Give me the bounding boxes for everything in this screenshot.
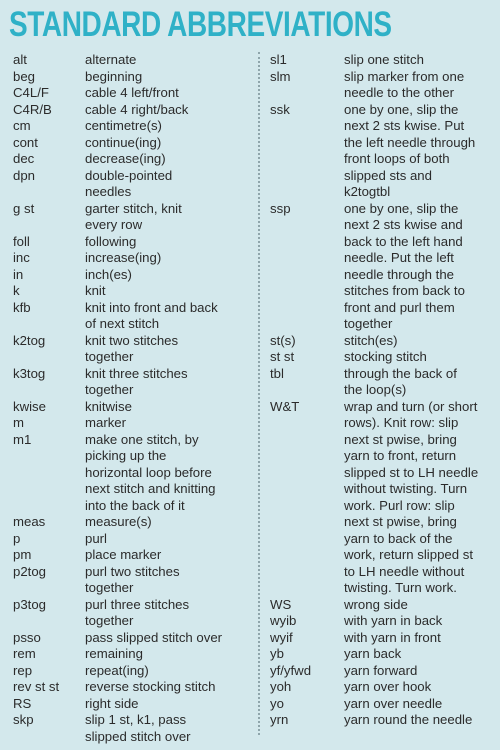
abbreviation-term: dec (13, 151, 35, 166)
abbreviation-definition (344, 630, 496, 647)
abbreviation-term: rev st st (13, 679, 60, 694)
definition-line: slip one stitch (344, 52, 424, 67)
abbreviation-entry (13, 663, 250, 680)
abbreviation-term: k3tog (13, 365, 46, 381)
abbreviation-definition (85, 663, 250, 680)
abbreviation-entry (270, 102, 496, 201)
definition-line: without twisting. Turn (344, 481, 468, 496)
abbreviation-term: rep (13, 662, 33, 678)
definition-line: needle to the other (344, 85, 454, 100)
abbreviation-term: st(s) (270, 332, 296, 348)
abbreviation-entry (13, 646, 250, 663)
abbreviation-entry (270, 646, 496, 663)
abbreviation-entry (270, 613, 496, 630)
definition-line: slipped st to LH needle (344, 464, 479, 480)
abbreviation-term: sl1 (270, 52, 287, 67)
abbreviation-term: C4L/F (13, 85, 49, 100)
definition-line: next st pwise, bring (344, 431, 457, 447)
abbreviation-definition (344, 399, 496, 597)
definition-line: purl three stitches (85, 596, 190, 612)
abbreviation-term: p (13, 530, 21, 546)
definition-line: wrong side (344, 596, 408, 612)
abbreviation-entry (13, 151, 250, 168)
abbreviation-definition (85, 432, 250, 515)
abbreviation-term: beg (13, 68, 36, 84)
abbreviation-term: p3tog (13, 596, 47, 612)
definition-line: right side (85, 695, 139, 711)
definition-line: k2togtbl (344, 184, 391, 199)
definition-line: picking up the (85, 448, 167, 463)
abbreviation-term: yb (270, 646, 284, 661)
abbreviation-entry (270, 366, 496, 399)
abbreviation-term: W&T (270, 398, 300, 414)
abbreviation-term: rem (13, 646, 36, 661)
abbreviation-definition (85, 201, 250, 234)
abbreviation-term: alt (13, 52, 27, 67)
definition-line: knitwise (85, 398, 132, 414)
abbreviation-definition (85, 151, 250, 168)
abbreviation-term: m1 (13, 431, 32, 447)
definition-line: yarn over hook (344, 679, 432, 694)
abbreviation-entry (270, 630, 496, 647)
abbreviation-definition (344, 52, 496, 69)
definition-line: together (85, 349, 134, 364)
abbreviation-definition (85, 69, 250, 86)
definition-line: inch(es) (85, 266, 132, 282)
abbreviation-entry (270, 52, 496, 69)
definition-line: into the back of it (85, 497, 185, 513)
abbreviation-definition (85, 267, 250, 284)
abbreviation-term: p2tog (13, 563, 47, 579)
abbreviation-term: st st (270, 349, 295, 364)
definition-line: horizontal loop before (85, 464, 212, 480)
abbreviation-term: meas (13, 514, 46, 529)
abbreviation-term: pm (13, 547, 32, 562)
abbreviation-definition (85, 712, 250, 745)
abbreviation-term: ssk (270, 101, 290, 117)
abbreviation-entry (270, 201, 496, 333)
abbreviation-entry (13, 118, 250, 135)
definition-line: knit three stitches (85, 365, 188, 381)
definition-line: needle through the (344, 266, 454, 282)
definition-line: wrap and turn (or short (344, 398, 478, 414)
abbreviation-definition (85, 283, 250, 300)
definition-line: following (85, 233, 137, 249)
abbreviation-entry (13, 201, 250, 234)
abbreviation-definition (344, 597, 496, 614)
definition-line: yarn back (344, 646, 402, 661)
abbreviation-definition (85, 234, 250, 251)
abbreviation-definition (85, 679, 250, 696)
abbreviation-definition (85, 646, 250, 663)
abbreviation-entry (270, 399, 496, 597)
definition-line: cable 4 left/front (85, 85, 179, 100)
abbreviation-term: ssp (270, 200, 291, 216)
abbreviation-definition (85, 630, 250, 647)
abbreviation-definition (85, 300, 250, 333)
definition-line: yarn round the needle (344, 712, 473, 727)
definition-line: needle. Put the left (344, 250, 454, 265)
abbreviation-entry (13, 597, 250, 630)
abbreviation-entry (270, 349, 496, 366)
definition-line: to LH needle without (344, 563, 465, 579)
definition-line: work, return slipped st (344, 547, 473, 562)
definition-line: reverse stocking stitch (85, 679, 216, 694)
abbreviation-definition (85, 135, 250, 152)
definition-line: front loops of both (344, 151, 450, 166)
abbreviation-entry (13, 564, 250, 597)
definition-line: every row (85, 217, 143, 232)
definition-line: through the back of (344, 365, 457, 381)
abbreviation-definition (344, 102, 496, 201)
abbreviation-term: RS (13, 695, 32, 711)
abbreviation-entry (13, 234, 250, 251)
abbreviation-entry (13, 531, 250, 548)
abbreviation-term: yf/yfwd (270, 662, 312, 678)
abbreviation-term: wyib (270, 613, 297, 628)
definition-line: twisting. Turn work. (344, 580, 457, 595)
abbreviation-entry (13, 399, 250, 416)
definition-line: measure(s) (85, 514, 152, 529)
abbreviation-entry (13, 514, 250, 531)
definition-line: slip 1 st, k1, pass (85, 712, 187, 727)
abbreviation-entry (13, 52, 250, 69)
abbreviation-entry (13, 168, 250, 201)
abbreviation-term: cont (13, 134, 38, 150)
definition-line: back to the left hand (344, 233, 463, 249)
column-divider (258, 52, 260, 735)
definition-line: one by one, slip the (344, 200, 459, 216)
abbreviation-definition (344, 696, 496, 713)
definition-line: make one stitch, by (85, 431, 199, 447)
abbreviation-list-right (270, 52, 496, 729)
abbreviation-entry (270, 597, 496, 614)
abbreviation-definition (85, 168, 250, 201)
abbreviation-definition (344, 679, 496, 696)
abbreviation-entry (13, 333, 250, 366)
abbreviation-entry (13, 85, 250, 102)
abbreviation-entry (270, 679, 496, 696)
definition-line: one by one, slip the (344, 101, 459, 117)
definition-line: together (85, 613, 134, 628)
abbreviation-definition (344, 349, 496, 366)
definition-line: marker (85, 415, 127, 430)
abbreviation-entry (13, 69, 250, 86)
abbreviation-definition (85, 514, 250, 531)
abbreviation-entry (13, 135, 250, 152)
abbreviation-definition (85, 333, 250, 366)
abbreviation-definition (85, 52, 250, 69)
definition-line: knit (85, 283, 106, 298)
definition-line: decrease(ing) (85, 151, 166, 166)
abbreviation-term: slm (270, 68, 291, 84)
definition-line: slip marker from one (344, 68, 465, 84)
abbreviation-entry (13, 696, 250, 713)
abbreviation-definition (85, 102, 250, 119)
definition-line: together (85, 382, 134, 397)
abbreviation-entry (13, 415, 250, 432)
definition-line: cable 4 right/back (85, 101, 189, 117)
definition-line: next st pwise, bring (344, 514, 457, 529)
abbreviation-entry (270, 696, 496, 713)
definition-line: knit into front and back (85, 299, 218, 315)
abbreviation-definition (85, 399, 250, 416)
definition-line: alternate (85, 52, 137, 67)
definition-line: yarn forward (344, 662, 418, 678)
definition-line: double-pointed (85, 167, 173, 183)
abbreviation-entry (13, 712, 250, 745)
definition-line: of next stitch (85, 316, 160, 331)
abbreviation-definition (344, 712, 496, 729)
abbreviation-definition (85, 415, 250, 432)
abbreviation-definition (85, 250, 250, 267)
abbreviation-term: psso (13, 629, 41, 645)
abbreviation-term: kfb (13, 299, 31, 315)
abbreviation-definition (344, 69, 496, 102)
abbreviation-term: m (13, 415, 24, 430)
definition-line: pass slipped stitch over (85, 629, 223, 645)
definition-line: next 2 sts kwise. Put (344, 118, 465, 133)
abbreviation-entry (13, 267, 250, 284)
definition-line: purl (85, 530, 107, 546)
abbreviation-term: in (13, 266, 24, 282)
abbreviation-entry (13, 432, 250, 515)
definition-line: with yarn in front (344, 629, 441, 645)
abbreviation-entry (270, 69, 496, 102)
abbreviation-term: wyif (270, 629, 293, 645)
definition-line: the loop(s) (344, 382, 407, 397)
abbreviation-entry (13, 300, 250, 333)
abbreviation-term: k2tog (13, 332, 46, 348)
definition-line: with yarn in back (344, 613, 443, 628)
definition-line: continue(ing) (85, 134, 162, 150)
definition-line: knit two stitches (85, 332, 179, 348)
definition-line: yarn to back of the (344, 530, 453, 546)
definition-line: place marker (85, 547, 162, 562)
abbreviation-entry (13, 630, 250, 647)
abbreviation-term: inc (13, 250, 30, 265)
abbreviation-entry (13, 102, 250, 119)
abbreviation-term: yoh (270, 679, 292, 694)
abbreviation-term: skp (13, 712, 34, 727)
abbreviation-definition (344, 333, 496, 350)
abbreviation-entry (13, 250, 250, 267)
abbreviation-term: dpn (13, 167, 36, 183)
abbreviation-entry (13, 679, 250, 696)
definition-line: garter stitch, knit (85, 200, 182, 216)
definition-line: work. Purl row: slip (344, 497, 455, 513)
abbreviation-term: C4R/B (13, 101, 52, 117)
definition-line: yarn over needle (344, 695, 443, 711)
definition-line: next 2 sts kwise and (344, 217, 463, 232)
abbreviation-entry (270, 333, 496, 350)
abbreviation-definition (85, 696, 250, 713)
abbreviation-term: g st (13, 200, 35, 216)
abbreviation-definition (344, 366, 496, 399)
abbreviation-term: yo (270, 695, 284, 711)
definition-line: beginning (85, 68, 143, 84)
abbreviation-term: k (13, 283, 20, 298)
abbreviation-definition (85, 597, 250, 630)
abbreviation-list-left (13, 52, 250, 745)
definition-line: next stitch and knitting (85, 481, 216, 496)
definition-line: slipped sts and (344, 167, 432, 183)
definition-line: together (85, 580, 134, 595)
abbreviation-definition (344, 663, 496, 680)
definition-line: increase(ing) (85, 250, 162, 265)
definition-line: repeat(ing) (85, 662, 149, 678)
abbreviation-definition (85, 564, 250, 597)
abbreviation-entry (13, 366, 250, 399)
definition-line: slipped stitch over (85, 728, 191, 744)
abbreviation-definition (85, 118, 250, 135)
page-title: STANDARD ABBREVIATIONS (9, 5, 392, 44)
definition-line: front and purl them (344, 299, 455, 315)
definition-line: the left needle through (344, 134, 476, 150)
definition-line: stitch(es) (344, 332, 398, 348)
abbreviation-definition (344, 613, 496, 630)
abbreviation-entry (270, 663, 496, 680)
definition-line: centimetre(s) (85, 118, 162, 133)
abbreviation-entry (13, 283, 250, 300)
abbreviation-term: foll (13, 233, 30, 249)
abbreviation-definition (85, 85, 250, 102)
definition-line: together (344, 316, 393, 331)
abbreviation-definition (85, 531, 250, 548)
abbreviation-entry (13, 547, 250, 564)
abbreviation-definition (85, 547, 250, 564)
definition-line: rows). Knit row: slip (344, 415, 459, 430)
definition-line: needles (85, 184, 132, 199)
abbreviation-definition (85, 366, 250, 399)
definition-line: stocking stitch (344, 349, 427, 364)
abbreviation-term: tbl (270, 365, 284, 381)
definition-line: purl two stitches (85, 563, 180, 579)
abbreviation-entry (270, 712, 496, 729)
definition-line: stitches from back to (344, 283, 465, 298)
abbreviation-term: kwise (13, 398, 46, 414)
abbreviation-term: WS (270, 596, 292, 612)
abbreviation-definition (344, 646, 496, 663)
abbreviation-term: cm (13, 118, 31, 133)
definition-line: remaining (85, 646, 143, 661)
definition-line: yarn to front, return (344, 448, 457, 463)
abbreviation-definition (344, 201, 496, 333)
abbreviation-term: yrn (270, 712, 289, 727)
